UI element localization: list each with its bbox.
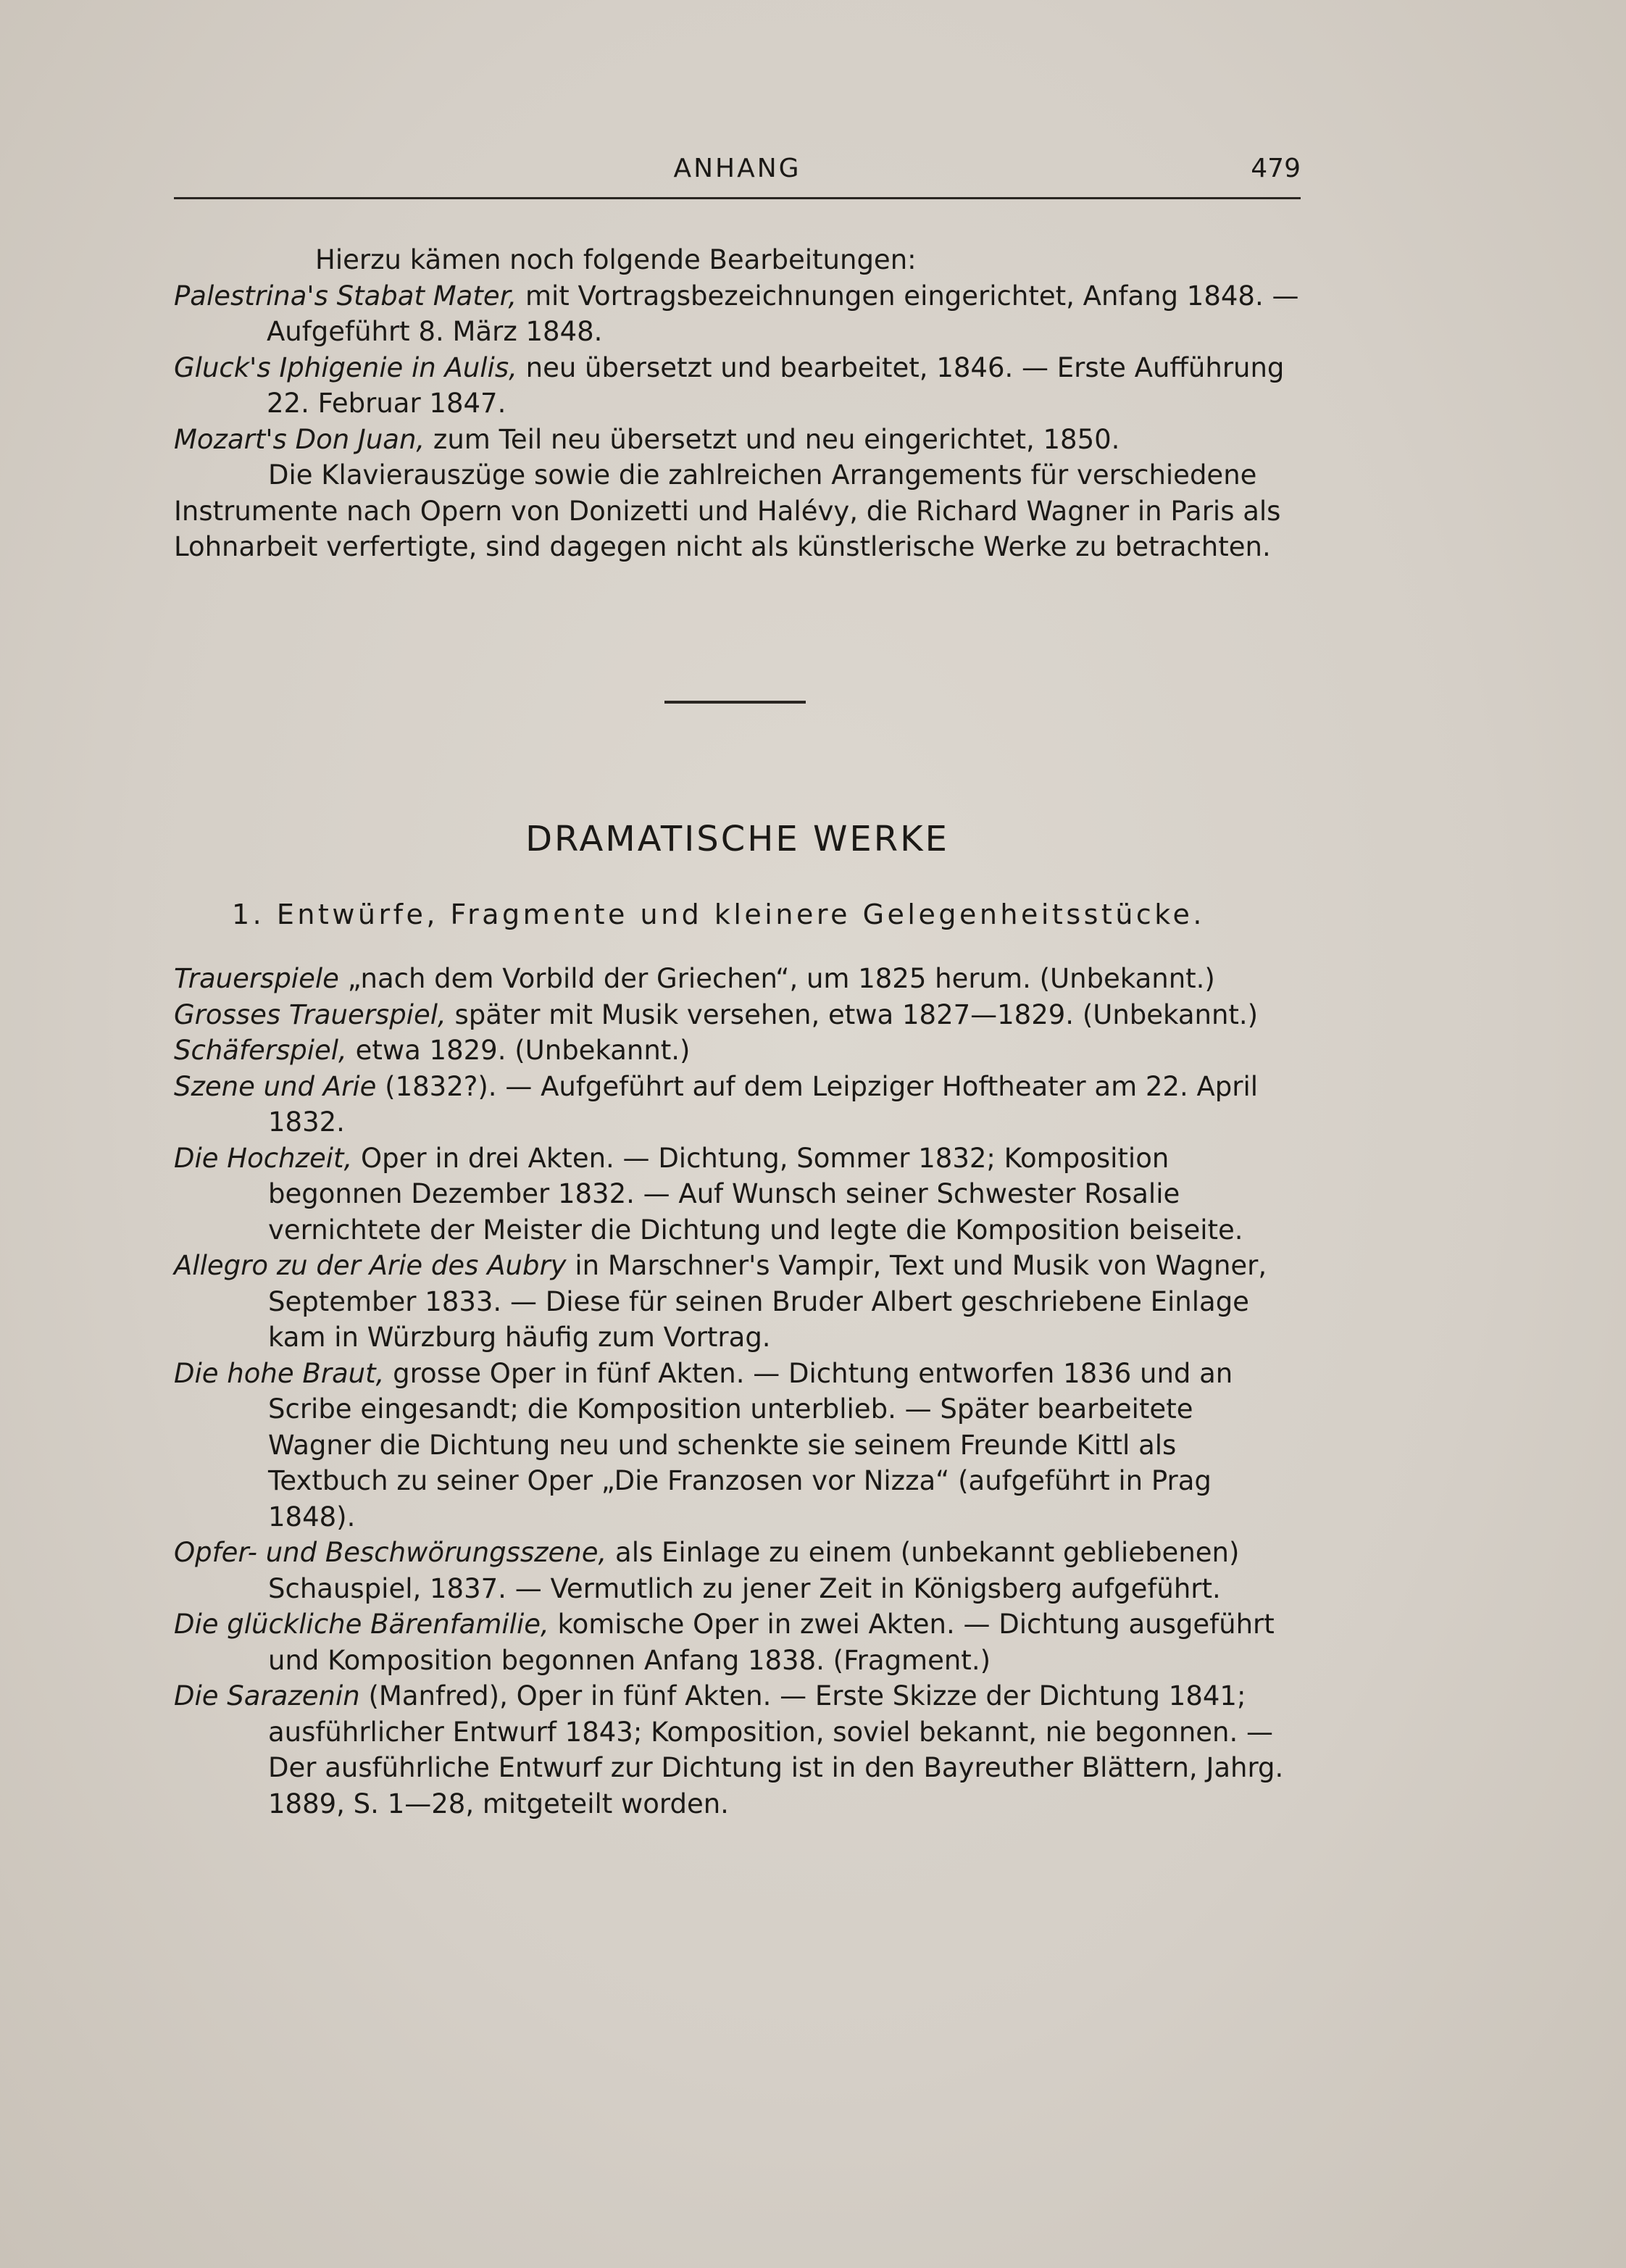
work-title: Trauerspiele [174, 963, 339, 994]
work-entry [174, 1678, 1301, 1822]
arrangement-entry [174, 278, 1301, 350]
section-separator [664, 701, 806, 704]
work-title: Szene und Arie [174, 1070, 377, 1102]
arrangement-text: zum Teil neu übersetzt und neu eingerichtet, 1850. [425, 423, 1120, 455]
work-entry [174, 1069, 1301, 1141]
work-title: Grosses Trauerspiel, [174, 998, 446, 1030]
arrangements-section [174, 242, 1301, 565]
work-title: Opfer- und Beschwörungsszene, [174, 1537, 607, 1568]
running-header [174, 154, 1301, 190]
closing-paragraph: Die Klavierauszüge sowie die zahlreichen Arrangements für verschiedene Instrumente nach Opern von Donizetti und Halévy, die Richard Wagner in Paris als Lohnarbeit verfertigte, sind dagegen nicht als künstlerische Werke zu betrachten. [174, 459, 1281, 562]
arrangement-entry [174, 422, 1301, 458]
work-title: Die Hochzeit, [174, 1142, 353, 1174]
work-entry [174, 997, 1301, 1033]
work-text: in Marschner's Vampir, Text und Musik von Wagner, September 1833. — Diese für seinen Bruder Albert geschriebene Einlage kam in Würzburg häufig zum Vortrag. [268, 1250, 1267, 1353]
arrangement-entry [174, 350, 1301, 422]
work-title: Schäferspiel, [174, 1035, 347, 1066]
section-heading: DRAMATISCHE WERKE [525, 819, 949, 859]
arrangement-title: Gluck's Iphigenie in Aulis, [174, 351, 517, 383]
work-text: Oper in drei Akten. — Dichtung, Sommer 1832; Komposition begonnen Dezember 1832. — Auf Wunsch seiner Schwester Rosalie vernichtete der Meister die Dichtung und legte die Komposition beiseite. [268, 1142, 1243, 1246]
arrangements-intro: Hierzu kämen noch folgende Bearbeitungen: [315, 244, 917, 275]
work-text: „nach dem Vorbild der Griechen“, um 1825 herum. (Unbekannt.) [338, 963, 1215, 994]
page-number: 479 [1251, 154, 1301, 183]
work-entry [174, 1356, 1301, 1535]
work-entry [174, 1535, 1301, 1606]
work-text: als Einlage zu einem (unbekannt gebliebenen) Schauspiel, 1837. — Vermutlich zu jener Zeit in Königsberg aufgeführt. [268, 1537, 1240, 1604]
work-text: (Manfred), Oper in fünf Akten. — Erste Skizze der Dichtung 1841; ausführlicher Entwurf 1843; Komposition, soviel bekannt, nie begonnen. — Der ausführliche Entwurf zur Dichtung ist in den Bayreuther Blättern, Jahrg. 1889, S. 1—28, mitgeteilt worden. [268, 1680, 1284, 1819]
work-entry [174, 1248, 1301, 1356]
work-text: (1832?). — Aufgeführt auf dem Leipziger Hoftheater am 22. April 1832. [268, 1070, 1259, 1138]
work-entry [174, 1033, 1301, 1069]
arrangement-title: Mozart's Don Juan, [174, 423, 425, 455]
arrangement-text: neu übersetzt und bearbeitet, 1846. — Erste Aufführung 22. Februar 1847. [267, 351, 1285, 419]
running-title: ANHANG [673, 154, 801, 183]
arrangement-text: mit Vortragsbezeichnungen eingerichtet, Anfang 1848. — Aufgeführt 8. März 1848. [267, 280, 1299, 347]
work-entry [174, 1141, 1301, 1248]
arrangement-title: Palestrina's Stabat Mater, [174, 280, 517, 312]
work-title: Die hohe Braut, [174, 1357, 385, 1389]
work-text: später mit Musik versehen, etwa 1827—1829. (Unbekannt.) [446, 998, 1259, 1030]
works-list [174, 961, 1301, 1822]
work-text: etwa 1829. (Unbekannt.) [346, 1035, 691, 1066]
header-rule [174, 197, 1301, 199]
work-text: grosse Oper in fünf Akten. — Dichtung entworfen 1836 und an Scribe eingesandt; die Komposition unterblieb. — Später bearbeitete Wagner die Dichtung neu und schenkte sie seinem Freunde Kittl als Textbuch zu seiner Oper „Die Franzosen vor Nizza“ (aufgeführt in Prag 1848). [268, 1357, 1233, 1533]
work-entry [174, 961, 1301, 997]
subsection-heading: 1. Entwürfe, Fragmente und kleinere Gelegenheitsstücke. [232, 899, 1205, 930]
work-title: Die Sarazenin [174, 1680, 360, 1712]
work-entry [174, 1606, 1301, 1678]
work-text: komische Oper in zwei Akten. — Dichtung ausgeführt und Komposition begonnen Anfang 1838. (Fragment.) [268, 1609, 1275, 1676]
work-title: Die glückliche Bärenfamilie, [174, 1609, 549, 1640]
work-title: Allegro zu der Arie des Aubry [174, 1250, 567, 1281]
